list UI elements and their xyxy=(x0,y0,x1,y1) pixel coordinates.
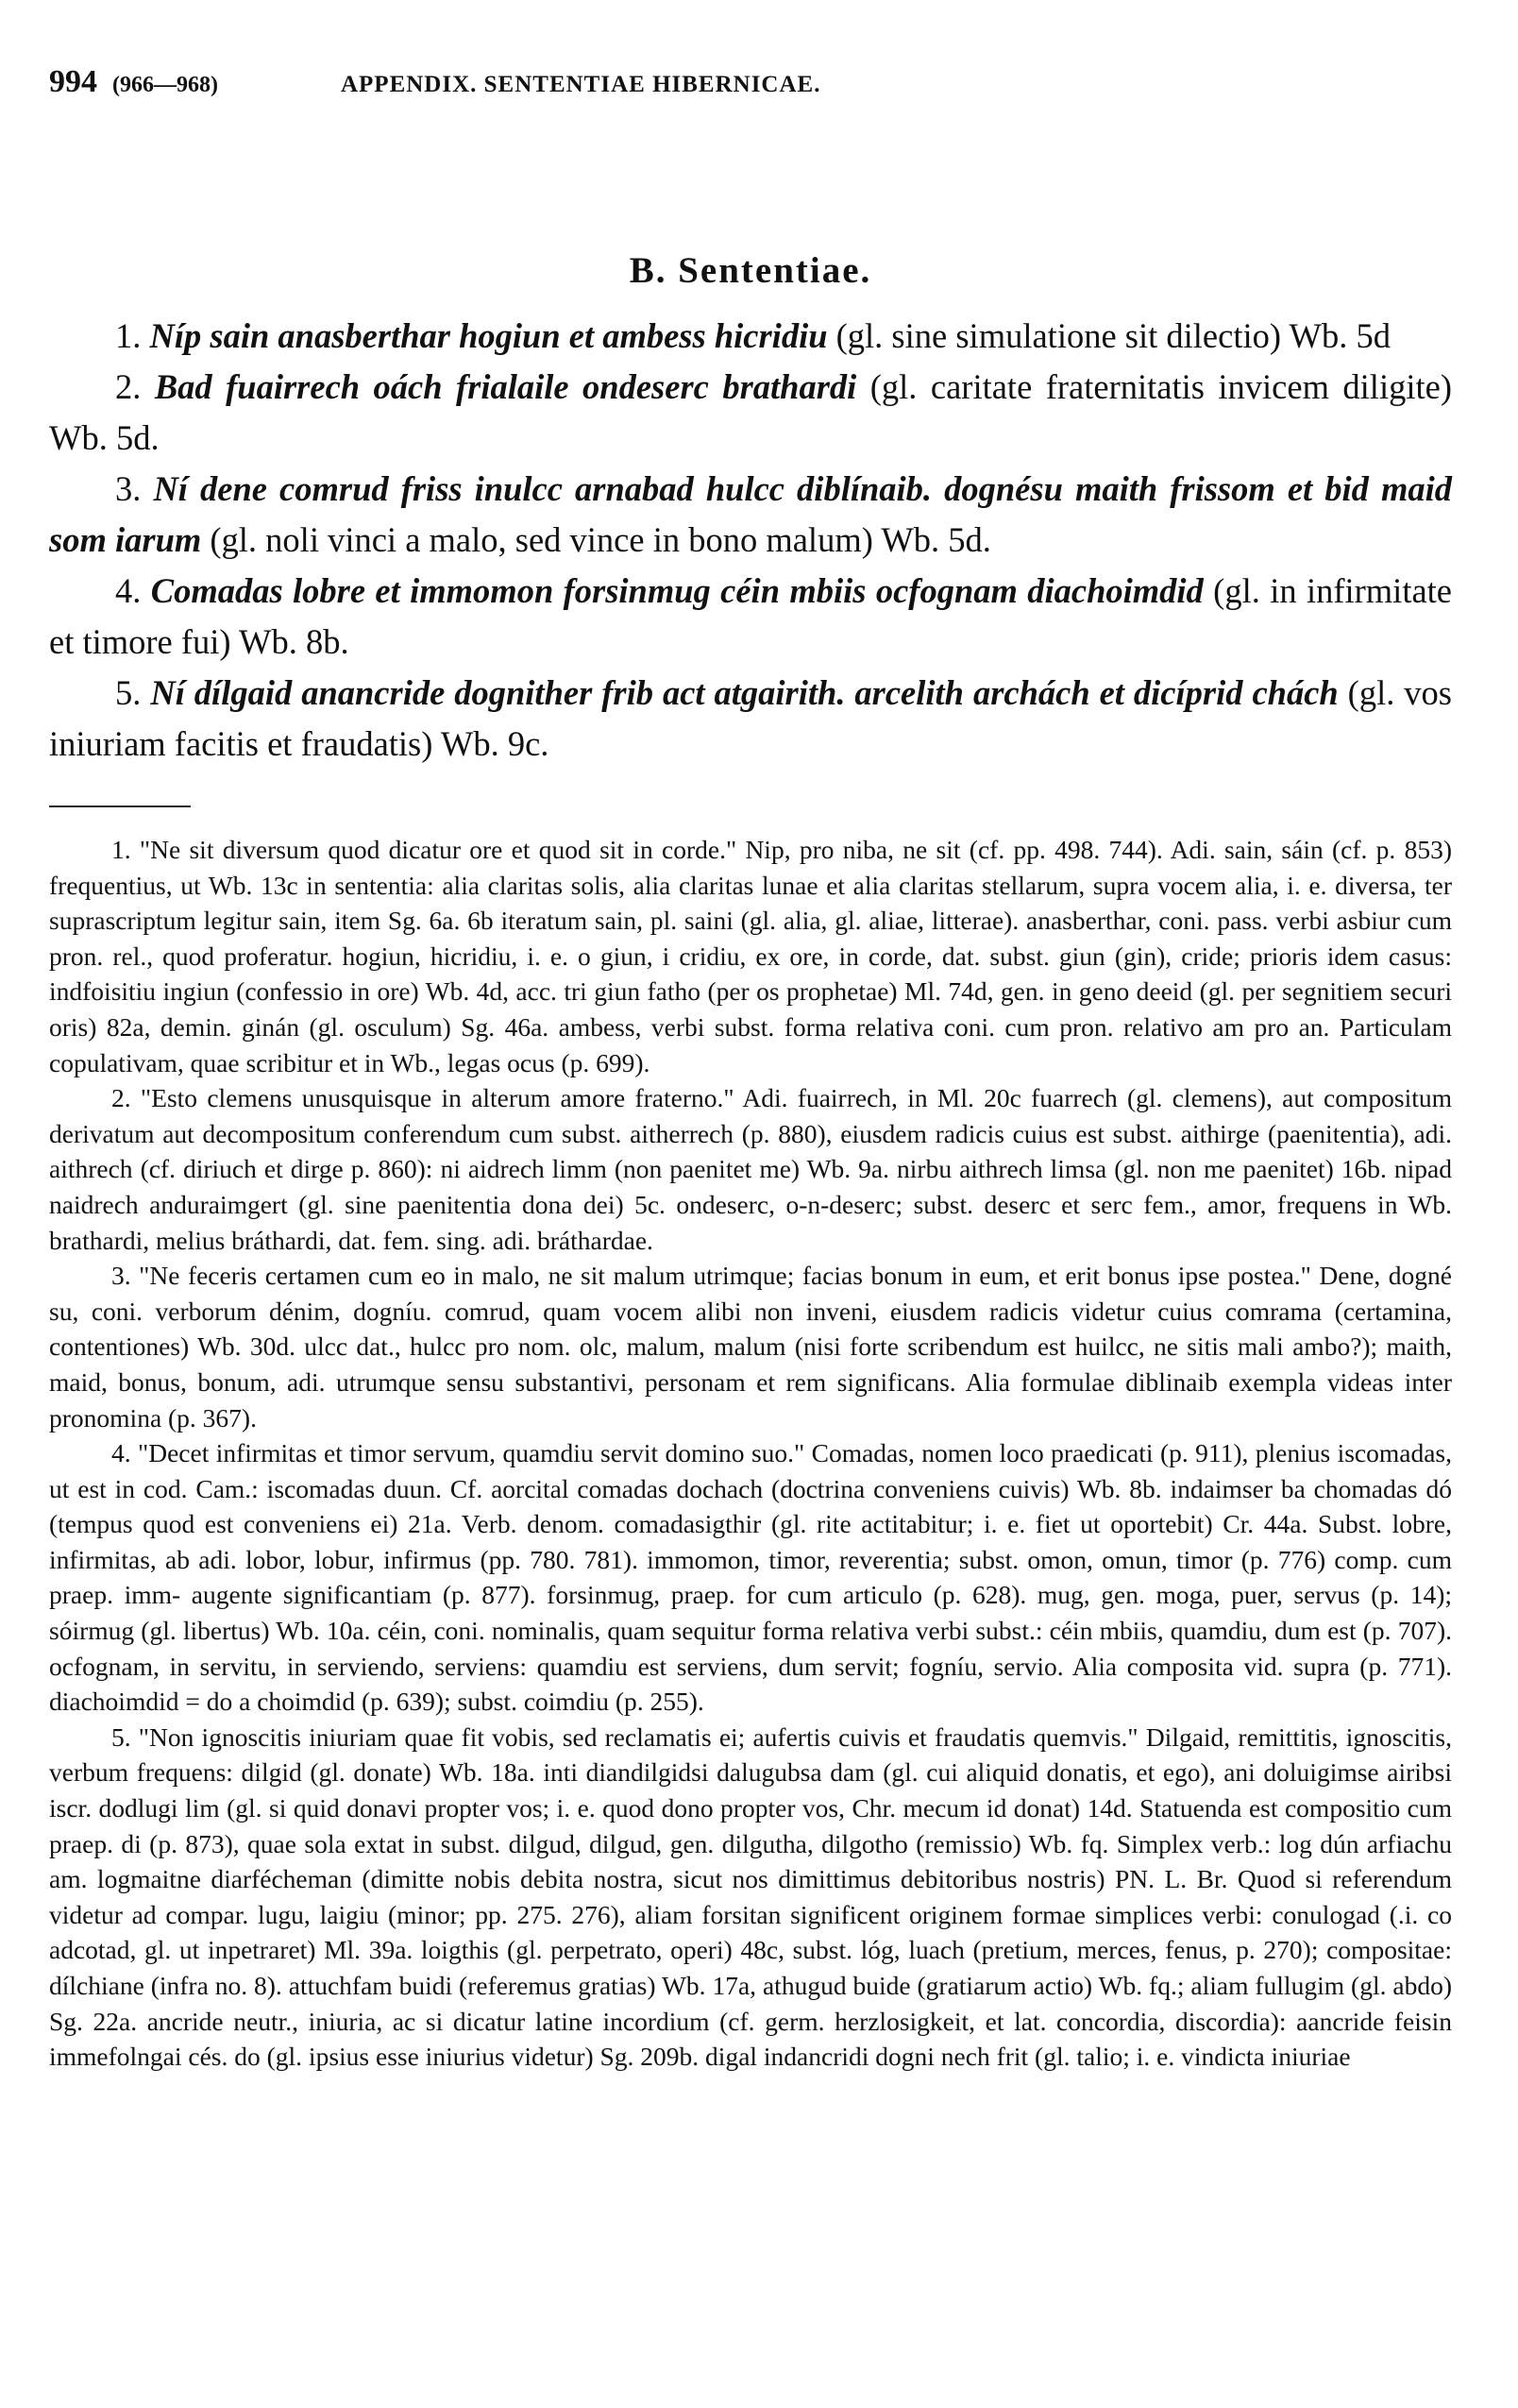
irish-text: Ní dene comrud friss inulcc arnabad hulcc diblínaib. dognésu maith frissom et bid maid som iarum xyxy=(49,469,1452,559)
note-text: "Ne feceris certamen cum eo in malo, ne sit malum utrimque; facias bonum in eum, et erit bonus ipse postea." Dene, dogné su, coni. verborum dénim, dogníu. comrud, quam vocem alibi non inveni, eiusdem radicis videtur cuius comrama (certamina, contentiones) Wb. 30d. ulcc dat., hulcc pro nom. olc, malum, malum (nisi forte scribendum est huilcc, ne sitis mali ambo?); maith, maid, bonus, bonum, adi. utrumque sensu substantivi, personam et rem significans. Alia formulae diblinaib exempla videas inter pronomina (p. 367). xyxy=(49,1261,1452,1433)
irish-text: Bad fuairrech oách frialaile ondeserc brathardi xyxy=(154,367,857,406)
note-number: 5. xyxy=(111,1721,131,1752)
sentence-number: 1. xyxy=(115,316,142,355)
irish-text: Níp sain anasberthar hogiun et ambess hicridiu xyxy=(149,316,828,355)
note-number: 4. xyxy=(111,1438,131,1468)
irish-text: Comadas lobre et immomon forsinmug céin mbiis ocfognam diachoimdid xyxy=(150,571,1204,610)
sentences xyxy=(49,311,1452,770)
note-4 xyxy=(49,1435,1452,1720)
sentence-1 xyxy=(49,311,1452,362)
latin-gloss: (gl. sine simulatione sit dilectio) Wb. 5d xyxy=(835,316,1391,355)
note-text: "Non ignoscitis iniuriam quae fit vobis, sed reclamatis ei; aufertis cuivis et fraudatis quemvis." Dilgaid, remittitis, ignoscitis, verbum frequens: dilgid (gl. donate) Wb. 18a. inti diandilgidsi dalugubsa dam (gl. cui aliquid donatis, et ego), ani doluigimse airibsi iscr. dodlugi lim (gl. si quid donavi propter vos; i. e. quod dono propter vos, Chr. mecum id donat) 14d. Statuenda est compositio cum praep. di (p. 873), quae sola extat in subst. dilgud, dilgud, gen. dilgutha, dilgotho (remissio) Wb. fq. Simplex verb.: log dún arfiachu am. logmaitne diarfécheman (dimitte nobis debita nostra, sicut nos dimittimus debitoribus nostris) PN. L. Br. Quod si referendum videtur ad compar. lugu, laigiu (minor; pp. 275. 276), aliam forsitan significent originem formae simplices verbi: conulogad (.i. co adcotad, gl. ut inpetraret) Ml. 39a. loigthis (gl. perpetrato, operi) 48c, subst. lóg, luach (pretium, merces, fenus, p. 270); compositae: dílchiane (infra no. 8). attuchfam buidi (referemus gratias) Wb. 17a, athugud buide (gratiarum actio) Wb. fq.; aliam fullugim (gl. abdo) Sg. 22a. ancride neutr., iniuria, ac si dicatur latine incordium (cf. germ. herzlosigkeit, et lat. concordia, discordia): aancride feisin immefolngai cés. do (gl. ipsius esse iniurius videtur) Sg. 209b. digal indancridi dogni nech frit (gl. talio; i. e. vindicta iniuriae xyxy=(49,1721,1452,2072)
note-text: "Decet infirmitas et timor servum, quamdiu servit domino suo." Comadas, nomen loco praedicati (p. 911), plenius iscomadas, ut est in cod. Cam.: iscomadas duun. Cf. aorcital comadas dochach (doctrina conveniens cuivis) Wb. 8b. indaimser ba chomadas dó (tempus quod est conveniens ei) 21a. Verb. denom. comadasigthir (gl. rite actitabitur; i. e. fiet ut oportebit) Cr. 44a. Subst. lobre, infirmitas, ab adi. lobor, lobur, infirmus (pp. 780. 781). immomon, timor, reverentia; subst. omon, omun, timor (p. 776) comp. cum praep. imm- augente significantiam (p. 877). forsinmug, praep. for cum articulo (p. 628). mug, gen. moga, puer, servus (p. 14); sóirmug (gl. libertus) Wb. 10a. céin, coni. nominalis, quam sequitur forma relativa verbi subst.: céin mbiis, quamdiu, dum est (p. 707). ocfognam, in servitu, in serviendo, serviens: quamdiu est serviens, dum servit; fogníu, servio. Alia composita vid. supra (p. 771). diachoimdid = do a choimdid (p. 639); subst. coimdiu (p. 255). xyxy=(49,1438,1453,1717)
note-2 xyxy=(49,1080,1452,1258)
note-1 xyxy=(49,832,1452,1080)
latin-gloss: (gl. vos iniuriam facitis et fraudatis) Wb. 9c. xyxy=(49,673,1453,763)
sentence-5 xyxy=(49,668,1452,770)
page-number: 994 xyxy=(49,64,97,99)
sentence-4 xyxy=(49,566,1452,668)
sentence-3 xyxy=(49,464,1452,566)
sentence-number: 3. xyxy=(115,469,142,508)
note-number: 3. xyxy=(111,1261,131,1291)
page-range: (966—968) xyxy=(112,73,218,97)
commentary xyxy=(49,832,1452,2075)
note-5 xyxy=(49,1720,1452,2075)
sentence-number: 2. xyxy=(115,367,142,406)
running-title: APPENDIX. SENTENTIAE HIBERNICAE. xyxy=(340,72,821,97)
latin-gloss: (gl. noli vinci a malo, sed vince in bono malum) Wb. 5d. xyxy=(210,520,991,559)
sentence-number: 5. xyxy=(115,673,142,712)
sentence-number: 4. xyxy=(115,571,142,610)
latin-gloss: (gl. caritate fraternitatis invicem diligite) Wb. 5d. xyxy=(49,367,1452,457)
running-head xyxy=(49,64,1452,130)
note-text: "Ne sit diversum quod dicatur ore et quod sit in corde." Nip, pro niba, ne sit (cf. pp. 498. 744). Adi. sain, sáin (cf. p. 853) frequentius, ut Wb. 13c in sententia: alia claritas solis, alia claritas lunae et alia claritas stellarum, supra vocem alia, i. e. diversa, ter suprascriptum legitur sain, item Sg. 6a. 6b iteratum sain, pl. saini (gl. alia, gl. aliae, litterae). anasberthar, coni. pass. verbi asbiur cum pron. rel., quod proferatur. hogiun, hicridiu, i. e. o giun, i cridiu, ex ore, in corde, dat. subst. giun (gin), cride; prioris idem casus: indfoisitiu ingiun (confessio in ore) Wb. 4d, acc. tri giun fatho (per os prophetae) Ml. 74d, gen. in geno deeid (gl. per segnitiem securi oris) 82a, demin. ginán (gl. osculum) Sg. 46a. ambess, verbi subst. forma relativa coni. cum pron. relativo am pro an. Particulam copulativam, quae scribitur et in Wb., legas ocus (p. 699). xyxy=(49,835,1452,1077)
note-3 xyxy=(49,1258,1452,1435)
note-number: 1. xyxy=(111,835,131,864)
sentence-2 xyxy=(49,362,1452,464)
note-number: 2. xyxy=(111,1083,131,1113)
section-title: B. Sententiae. xyxy=(629,250,872,291)
latin-gloss: (gl. in infirmitate et timore fui) Wb. 8b. xyxy=(49,571,1453,661)
footnote-divider xyxy=(49,805,191,807)
irish-text: Ní dílgaid anancride dognither frib act atgairith. arcelith archách et dicíprid chách xyxy=(150,673,1339,712)
note-text: "Esto clemens unusquisque in alterum amore fraterno." Adi. fuairrech, in Ml. 20c fuarrech (gl. clemens), aut compositum derivatum aut decompositum conferendum cum subst. aitherrech (p. 880), eiusdem radicis cuius est subst. aithirge (paenitentia), adi. aithrech (cf. diriuch et dirge p. 860): ni aidrech limm (non paenitet me) Wb. 9a. nirbu aithrech limsa (gl. non me paenitet) 16b. nipad naidrech anduraimgert (gl. sine paenitentia dona dei) 5c. ondeserc, o-n-deserc; subst. deserc et serc fem., amor, frequens in Wb. brathardi, melius bráthardi, dat. fem. sing. adi. bráthardae. xyxy=(49,1083,1453,1255)
